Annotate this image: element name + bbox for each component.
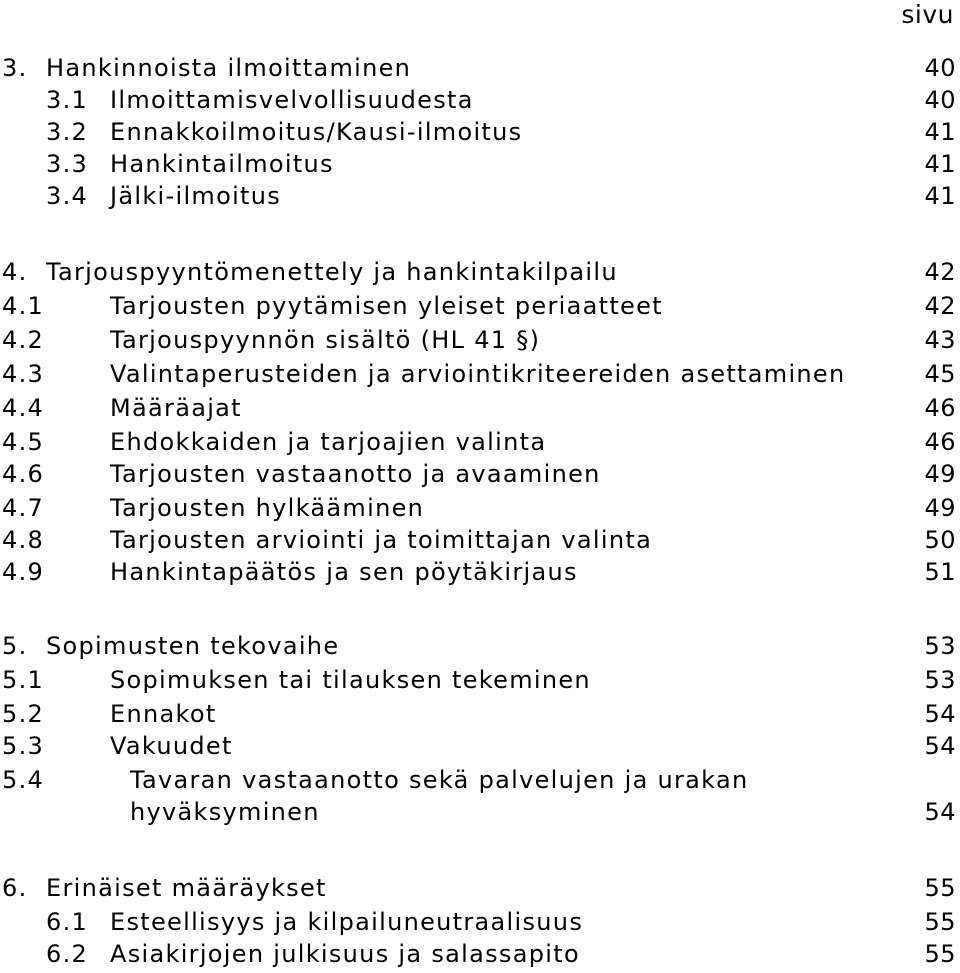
toc-page-number: 46 — [924, 394, 956, 422]
toc-entry-4-2 — [0, 324, 956, 356]
toc-number: 6. — [2, 874, 28, 902]
toc-title: Hankintapäätös ja sen pöytäkirjaus — [110, 558, 578, 586]
toc-number: 4.9 — [2, 558, 45, 586]
toc-page-number: 43 — [924, 326, 956, 354]
toc-title: Tavaran vastaanotto sekä palvelujen ja urakan — [130, 766, 749, 794]
toc-title: Vakuudet — [110, 732, 233, 760]
toc-entry-6 — [0, 872, 956, 904]
toc-title: Erinäiset määräykset — [46, 874, 327, 902]
toc-entry-3-3 — [0, 148, 956, 180]
toc-entry-4-7 — [0, 492, 956, 524]
toc-title: Valintaperusteiden ja arviointikriteereiden asettaminen — [110, 360, 846, 388]
toc-page-number: 45 — [924, 360, 956, 388]
toc-entry-4-1 — [0, 290, 956, 322]
toc-page-number: 46 — [924, 428, 956, 456]
toc-entry-3-4 — [0, 180, 956, 212]
toc-title: Tarjouspyynnön sisältö (HL 41 §) — [110, 326, 541, 354]
toc-number: 3.1 — [46, 86, 89, 114]
toc-number: 5.2 — [2, 700, 45, 728]
toc-page-number: 54 — [924, 732, 956, 760]
toc-entry-5-4 — [0, 764, 956, 796]
toc-number: 4.1 — [2, 292, 45, 320]
toc-entry-5-2 — [0, 698, 956, 730]
toc-entry-3-1 — [0, 84, 956, 116]
page-column-header: sivu — [901, 0, 954, 29]
toc-title: Ennakkoilmoitus/Kausi-ilmoitus — [110, 118, 523, 146]
toc-entry-6-1 — [0, 906, 956, 938]
toc-entry-5-3 — [0, 730, 956, 762]
toc-page-number: 53 — [924, 666, 956, 694]
toc-title: Tarjousten vastaanotto ja avaaminen — [110, 460, 601, 488]
toc-number: 6.2 — [46, 940, 89, 968]
toc-entry-4-9 — [0, 556, 956, 588]
toc-title: Tarjouspyyntömenettely ja hankintakilpailu — [46, 258, 618, 286]
toc-page-number: 55 — [924, 940, 956, 968]
toc-number: 4.8 — [2, 526, 45, 554]
toc-title: Ehdokkaiden ja tarjoajien valinta — [110, 428, 547, 456]
toc-entry-5-1 — [0, 664, 956, 696]
toc-number: 4.7 — [2, 494, 45, 522]
toc-title: Jälki-ilmoitus — [110, 182, 282, 210]
toc-page-number: 54 — [924, 700, 956, 728]
toc-entry-4-3 — [0, 358, 956, 390]
toc-title: Hankinnoista ilmoittaminen — [46, 54, 412, 82]
toc-title: Määräajat — [110, 394, 242, 422]
toc-page-number: 41 — [924, 150, 956, 178]
toc-number: 5. — [2, 632, 28, 660]
toc-page-number: 40 — [924, 54, 956, 82]
toc-title: Sopimuksen tai tilauksen tekeminen — [110, 666, 591, 694]
toc-page-number: 41 — [924, 118, 956, 146]
toc-entry-4 — [0, 256, 956, 288]
toc-entry-3 — [0, 52, 956, 84]
toc-entry-6-2 — [0, 938, 956, 970]
toc-title: Asiakirjojen julkisuus ja salassapito — [110, 940, 580, 968]
toc-number: 4.4 — [2, 394, 45, 422]
toc-title: Ilmoittamisvelvollisuudesta — [110, 86, 474, 114]
toc-number: 3.2 — [46, 118, 89, 146]
toc-page-number: 55 — [924, 874, 956, 902]
toc-number: 4.5 — [2, 428, 45, 456]
toc-entry-4-6 — [0, 458, 956, 490]
toc-page-number: 49 — [924, 494, 956, 522]
toc-number: 4.2 — [2, 326, 45, 354]
toc-page-number: 49 — [924, 460, 956, 488]
toc-number: 5.1 — [2, 666, 45, 694]
toc-title: Hankintailmoitus — [110, 150, 334, 178]
toc-title: Sopimusten tekovaihe — [46, 632, 340, 660]
toc-entry-5-4-continued — [0, 796, 956, 828]
toc-number: 3. — [2, 54, 28, 82]
toc-number: 3.4 — [46, 182, 89, 210]
toc-title: hyväksyminen — [130, 798, 320, 826]
toc-page-number: 40 — [924, 86, 956, 114]
toc-entry-5 — [0, 630, 956, 662]
toc-entry-3-2 — [0, 116, 956, 148]
toc-number: 4.6 — [2, 460, 45, 488]
toc-number: 6.1 — [46, 908, 89, 936]
toc-number: 4.3 — [2, 360, 45, 388]
toc-entry-4-4 — [0, 392, 956, 424]
toc-entry-4-8 — [0, 524, 956, 556]
toc-page-number: 53 — [924, 632, 956, 660]
toc-title: Esteellisyys ja kilpailuneutraalisuus — [110, 908, 584, 936]
toc-title: Ennakot — [110, 700, 217, 728]
toc-page-number: 42 — [924, 292, 956, 320]
toc-page-number: 41 — [924, 182, 956, 210]
toc-number: 5.4 — [2, 766, 45, 794]
toc-number: 5.3 — [2, 732, 45, 760]
toc-page-number: 51 — [924, 558, 956, 586]
toc-number: 4. — [2, 258, 28, 286]
toc-title: Tarjousten hylkääminen — [110, 494, 425, 522]
toc-page-number: 54 — [924, 798, 956, 826]
toc-entry-4-5 — [0, 426, 956, 458]
toc-page-number: 50 — [924, 526, 956, 554]
toc-title: Tarjousten arviointi ja toimittajan valinta — [110, 526, 653, 554]
toc-page-number: 42 — [924, 258, 956, 286]
toc-title: Tarjousten pyytämisen yleiset periaatteet — [110, 292, 663, 320]
toc-page-number: 55 — [924, 908, 956, 936]
toc-number: 3.3 — [46, 150, 89, 178]
